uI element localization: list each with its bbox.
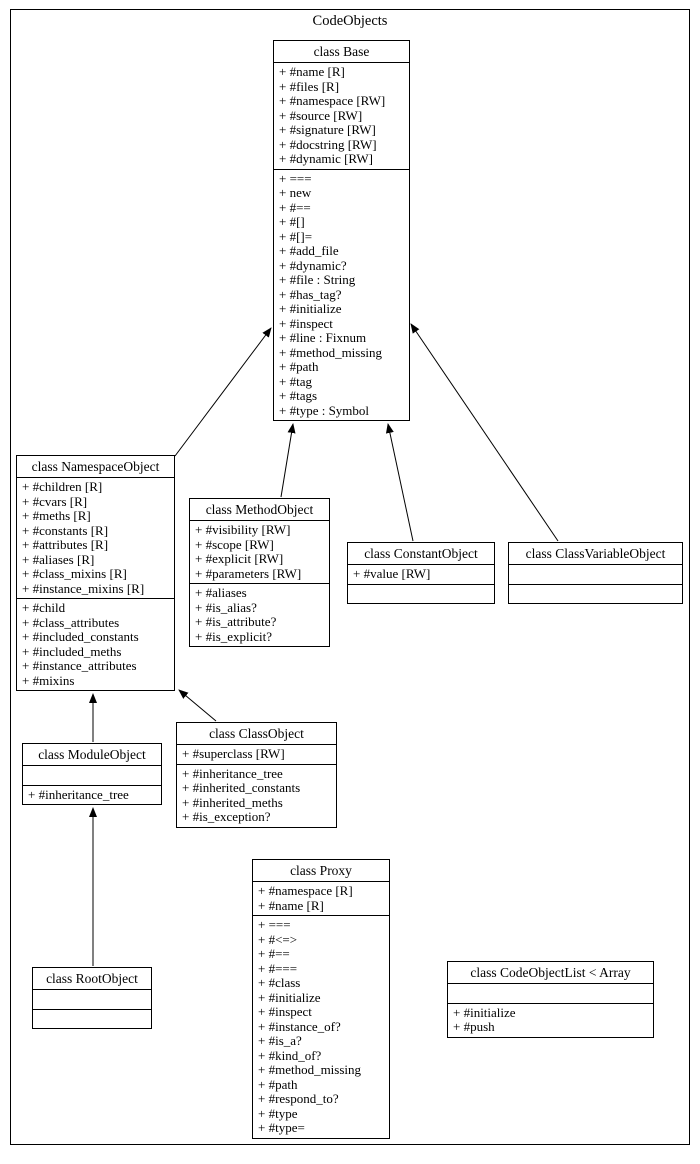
member-row: + #has_tag? <box>279 287 342 302</box>
member-row: + #initialize <box>453 1005 516 1020</box>
class-box-codeobjectlist-attributes <box>448 984 653 1003</box>
member-row: + #class_mixins [R] <box>22 567 127 581</box>
member-row: + #docstring [RW] <box>279 137 377 152</box>
member-row: + #=== <box>258 961 298 976</box>
member-row: + #name [R] <box>279 65 345 79</box>
member-row: + #push <box>453 1020 495 1034</box>
member-row: + #included_constants <box>22 630 139 644</box>
member-row: + #is_explicit? <box>195 629 273 644</box>
class-box-classobject-attributes <box>177 745 336 764</box>
member-row: + #constants [R] <box>22 523 109 538</box>
member-row: + #instance_attributes <box>22 659 137 673</box>
class-box-codeobjectlist-methods <box>448 1003 653 1037</box>
member-row: + #respond_to? <box>258 1092 339 1106</box>
class-box-namespaceobject-methods <box>17 598 174 690</box>
class-box-proxy-attributes <box>253 882 389 915</box>
class-box-methodobject-title: class MethodObject <box>190 499 329 521</box>
member-row: + === <box>258 918 291 932</box>
class-box-proxy-methods <box>253 915 389 1138</box>
member-row: + #inherited_meths <box>182 795 283 810</box>
class-box-classvariableobject-attributes <box>509 565 682 584</box>
member-row: + #mixins <box>22 673 75 688</box>
member-row: + #name [R] <box>258 898 324 913</box>
member-row: + #namespace [R] <box>258 884 353 898</box>
member-row: + #[]= <box>279 229 313 244</box>
member-row: + #scope [RW] <box>195 537 274 552</box>
class-box-moduleobject-methods <box>23 785 161 805</box>
member-row: + #source [RW] <box>279 108 363 123</box>
member-row: + #dynamic [RW] <box>279 152 373 166</box>
member-row: + #instance_of? <box>258 1019 341 1034</box>
class-box-classobject-methods <box>177 764 336 827</box>
member-row: + === <box>279 171 312 186</box>
class-box-classvariableobject-methods <box>509 584 682 604</box>
class-box-constantobject-title: class ConstantObject <box>348 543 494 565</box>
class-box-moduleobject-title: class ModuleObject <box>23 744 161 766</box>
member-row: + #inheritance_tree <box>28 787 129 802</box>
class-box-methodobject-methods <box>190 583 329 646</box>
member-row: + #class_attributes <box>22 615 120 630</box>
class-box-classvariableobject-title: class ClassVariableObject <box>509 543 682 565</box>
member-row: + #file : String <box>279 273 356 287</box>
class-box-proxy-title: class Proxy <box>253 860 389 882</box>
member-row: + #children [R] <box>22 480 103 494</box>
class-box-rootobject-attributes <box>33 990 151 1009</box>
member-row: + #is_a? <box>258 1034 302 1048</box>
class-box-methodobject-attributes <box>190 521 329 583</box>
class-box-codeobjectlist-title: class CodeObjectList < Array <box>448 962 653 984</box>
class-box-constantobject <box>347 542 495 604</box>
member-row: + #== <box>279 200 311 215</box>
member-row: + #inspect <box>279 316 333 331</box>
class-box-methodobject <box>189 498 330 647</box>
diagram-title: CodeObjects <box>312 13 388 29</box>
member-row: + #== <box>258 947 290 961</box>
member-row: + #signature [RW] <box>279 123 376 137</box>
member-row: + #explicit [RW] <box>195 552 284 566</box>
member-row: + #files [R] <box>279 79 340 94</box>
member-row: + #parameters [RW] <box>195 566 302 581</box>
member-row: + #attributes [R] <box>22 538 109 552</box>
class-box-namespaceobject-title: class NamespaceObject <box>17 456 174 478</box>
class-box-namespaceobject <box>16 455 175 691</box>
class-box-classobject <box>176 722 337 828</box>
member-row: + #type : Symbol <box>279 403 370 418</box>
member-row: + #tag <box>279 374 312 389</box>
class-box-base <box>273 40 410 421</box>
class-box-rootobject <box>32 967 152 1029</box>
member-row: + #method_missing <box>279 345 383 360</box>
member-row: + #type <box>258 1106 298 1121</box>
class-box-proxy <box>252 859 390 1139</box>
class-box-moduleobject-attributes <box>23 766 161 785</box>
member-row: + #visibility [RW] <box>195 523 291 537</box>
member-row: + #superclass [RW] <box>182 747 285 761</box>
member-row: + #cvars [R] <box>22 494 88 509</box>
member-row: + #path <box>279 360 319 374</box>
member-row: + #line : Fixnum <box>279 331 367 345</box>
member-row: + #instance_mixins [R] <box>22 581 145 596</box>
class-box-codeobjectlist <box>447 961 654 1038</box>
member-row: + #inherited_constants <box>182 781 301 795</box>
class-box-base-title: class Base <box>274 41 409 63</box>
class-box-classvariableobject <box>508 542 683 604</box>
member-row: + #initialize <box>258 990 321 1005</box>
member-row: + #included_meths <box>22 644 122 659</box>
member-row: + #type= <box>258 1121 305 1135</box>
member-row: + #is_attribute? <box>195 615 277 629</box>
member-row: + #path <box>258 1077 298 1092</box>
class-box-rootobject-title: class RootObject <box>33 968 151 990</box>
member-row: + #kind_of? <box>258 1048 322 1063</box>
member-row: + #initialize <box>279 302 342 316</box>
class-box-constantobject-attributes <box>348 565 494 584</box>
member-row: + #[] <box>279 215 305 229</box>
member-row: + #<=> <box>258 932 298 947</box>
member-row: + #method_missing <box>258 1063 362 1077</box>
member-row: + #child <box>22 601 66 615</box>
class-box-namespaceobject-attributes <box>17 478 174 598</box>
member-row: + #class <box>258 976 301 990</box>
member-row: + #inheritance_tree <box>182 766 283 781</box>
member-row: + #namespace [RW] <box>279 94 386 108</box>
member-row: + #is_alias? <box>195 600 257 615</box>
class-box-constantobject-methods <box>348 584 494 604</box>
member-row: + new <box>279 186 312 200</box>
class-box-rootobject-methods <box>33 1009 151 1029</box>
member-row: + #inspect <box>258 1005 312 1019</box>
class-box-base-methods <box>274 169 409 421</box>
class-box-base-attributes <box>274 63 409 169</box>
member-row: + #add_file <box>279 244 339 258</box>
class-box-classobject-title: class ClassObject <box>177 723 336 745</box>
member-row: + #tags <box>279 389 318 403</box>
member-row: + #aliases [R] <box>22 552 95 567</box>
member-row: + #meths [R] <box>22 509 91 523</box>
member-row: + #dynamic? <box>279 258 347 273</box>
member-row: + #is_exception? <box>182 810 271 824</box>
member-row: + #aliases <box>195 586 247 600</box>
member-row: + #value [RW] <box>353 567 431 581</box>
class-box-moduleobject <box>22 743 162 805</box>
